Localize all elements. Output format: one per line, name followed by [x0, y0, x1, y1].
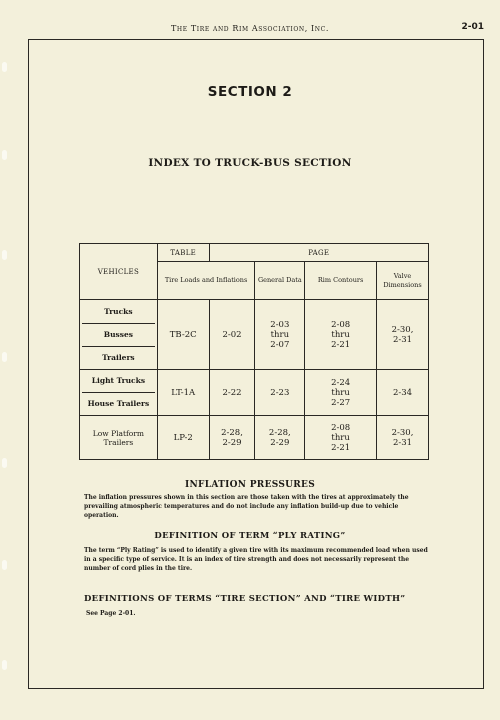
valve-dimensions-page: 2-30, 2-31 — [377, 416, 429, 460]
index-table — [79, 243, 429, 460]
binder-holes — [0, 0, 12, 720]
table-row — [80, 370, 429, 416]
general-data-page: 2-28, 2-29 — [255, 416, 305, 460]
general-data-page: 2-03 thru 2-07 — [255, 300, 305, 370]
vehicle-label: Trailers — [102, 352, 135, 362]
index-title: INDEX TO TRUCK-BUS SECTION — [148, 157, 352, 169]
tire-loads-page: 2-22 — [209, 370, 255, 416]
vehicle-label: Low Platform Trailers — [80, 416, 158, 460]
page-number: 2-01 — [461, 22, 484, 32]
vehicle-label: House Trailers — [87, 399, 150, 408]
ply-rating-text: The term “Ply Rating” is used to identify a given tire with its maximum recommended load when used in a specific type of service. It is an index of tire strength and does not necessarily represent the number of cord plies in the tire. — [84, 547, 428, 572]
valve-dimensions-page: 2-30, 2-31 — [377, 300, 429, 370]
see-page-reference: See Page 2-01. — [86, 610, 136, 617]
ply-rating-heading: DEFINITION OF TERM “PLY RATING” — [154, 531, 346, 541]
rim-contours-page: 2-24 thru 2-27 — [305, 370, 377, 416]
rim-contours-page: 2-08 thru 2-21 — [305, 416, 377, 460]
table-row — [80, 416, 429, 460]
vehicles-cell — [80, 300, 158, 370]
vehicles-cell — [80, 370, 158, 416]
valve-dimensions-page: 2-34 — [377, 370, 429, 416]
table-code: TB-2C — [157, 300, 209, 370]
inflation-text: The inflation pressures shown in this section are those taken with the tires at approximately the prevailing atmospheric temperatures and do not include any inflation build-up due to vehicle operation. — [84, 494, 409, 519]
vehicle-label: Light Trucks — [82, 370, 155, 393]
section-title: SECTION 2 — [207, 84, 293, 100]
running-head: The Tire and Rim Association, Inc. — [170, 24, 329, 33]
table-code: LT-1A — [157, 370, 209, 416]
header-general-data: General Data — [255, 262, 305, 300]
tire-loads-page: 2-02 — [209, 300, 255, 370]
vehicle-label: Busses — [82, 324, 155, 347]
table-code: LP-2 — [157, 416, 209, 460]
header-valve-dimensions: Valve Dimensions — [377, 262, 429, 300]
vehicle-label: Trucks — [82, 301, 155, 324]
header-page: PAGE — [209, 244, 428, 262]
header-table: TABLE — [157, 244, 209, 262]
tire-loads-page: 2-28, 2-29 — [209, 416, 255, 460]
inflation-heading: INFLATION PRESSURES — [184, 480, 316, 490]
definitions-heading: DEFINITIONS OF TERMS “TIRE SECTION” AND “TIRE WIDTH” — [84, 594, 406, 604]
header-rim-contours: Rim Contours — [305, 262, 377, 300]
table-row — [80, 300, 429, 370]
rim-contours-page: 2-08 thru 2-21 — [305, 300, 377, 370]
general-data-page: 2-23 — [255, 370, 305, 416]
header-tire-loads: Tire Loads and Inflations — [157, 262, 255, 300]
header-vehicles: VEHICLES — [80, 244, 158, 300]
